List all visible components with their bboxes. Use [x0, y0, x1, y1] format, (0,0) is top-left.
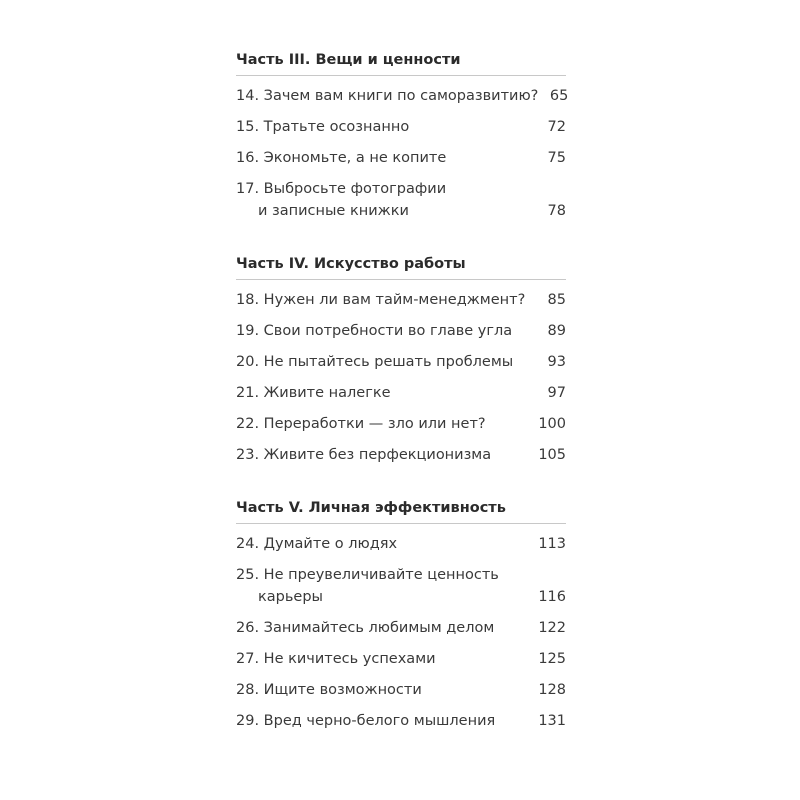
entry-title: 15. Тратьте осознанно: [236, 119, 410, 135]
toc-entry: [236, 710, 566, 732]
entry-title: 27. Не кичитесь успехами: [236, 651, 436, 667]
entry-title: 24. Думайте о людях: [236, 536, 398, 552]
toc-entry: [236, 617, 566, 639]
entry-title: 18. Нужен ли вам тайм-менеджмент?: [236, 292, 526, 308]
part-title: Часть III. Вещи и ценности: [236, 48, 566, 76]
entry-page-number: 128: [538, 682, 566, 698]
entry-title-line-2: карьеры: [258, 589, 323, 605]
toc-part-3: [236, 48, 569, 222]
entry-page-number: 122: [538, 620, 566, 636]
toc-entry: [236, 116, 566, 138]
toc-entry: [236, 444, 566, 466]
entry-page-number: 105: [538, 447, 566, 463]
entry-title: 22. Переработки — зло или нет?: [236, 416, 486, 432]
entry-page-number: 116: [538, 589, 566, 605]
entry-page-number: 78: [547, 203, 566, 219]
entry-page-number: 125: [538, 651, 566, 667]
toc-entry: [236, 178, 566, 222]
toc-part-5: [236, 496, 566, 732]
entry-title-line-1: 25. Не преувеличивайте ценность: [236, 567, 499, 583]
toc-entry: [236, 320, 566, 342]
entry-title-line-1: 17. Выбросьте фотографии: [236, 181, 447, 197]
part-title: Часть V. Личная эффективность: [236, 496, 566, 524]
entry-title: 28. Ищите возможности: [236, 682, 422, 698]
entry-page-number: 97: [547, 385, 566, 401]
toc-entry: [236, 648, 566, 670]
toc-entry: [236, 382, 566, 404]
entry-title: 21. Живите налегке: [236, 385, 391, 401]
entry-page-number: 131: [538, 713, 566, 729]
table-of-contents: [236, 48, 569, 762]
entry-title: 14. Зачем вам книги по саморазвитию?: [236, 88, 539, 104]
toc-entry: [236, 413, 566, 435]
entry-title: 29. Вред черно-белого мышления: [236, 713, 496, 729]
toc-entry: [236, 147, 566, 169]
entry-title: 20. Не пытайтесь решать проблемы: [236, 354, 514, 370]
entry-page-number: 85: [547, 292, 566, 308]
entry-title: 26. Занимайтесь любимым делом: [236, 620, 495, 636]
toc-entry: [236, 351, 566, 373]
toc-entry: [236, 679, 566, 701]
toc-entry: [236, 533, 566, 555]
entry-page-number: 72: [547, 119, 566, 135]
toc-entry: [236, 289, 566, 311]
entry-page-number: 89: [547, 323, 566, 339]
entry-title: 16. Экономьте, а не копите: [236, 150, 447, 166]
part-title: Часть IV. Искусство работы: [236, 252, 566, 280]
entry-page-number: 65: [549, 88, 569, 104]
entry-title: 23. Живите без перфекционизма: [236, 447, 492, 463]
entry-page-number: 93: [547, 354, 566, 370]
entry-page-number: 100: [538, 416, 566, 432]
entry-title-multiline: [236, 564, 499, 608]
toc-part-4: [236, 252, 566, 466]
toc-entry: [236, 564, 566, 608]
entry-page-number: 75: [547, 150, 566, 166]
toc-entry: [236, 85, 569, 107]
entry-title: 19. Свои потребности во главе угла: [236, 323, 513, 339]
entry-page-number: 113: [538, 536, 566, 552]
entry-title-multiline: [236, 178, 446, 222]
entry-title-line-2: и записные книжки: [258, 203, 409, 219]
